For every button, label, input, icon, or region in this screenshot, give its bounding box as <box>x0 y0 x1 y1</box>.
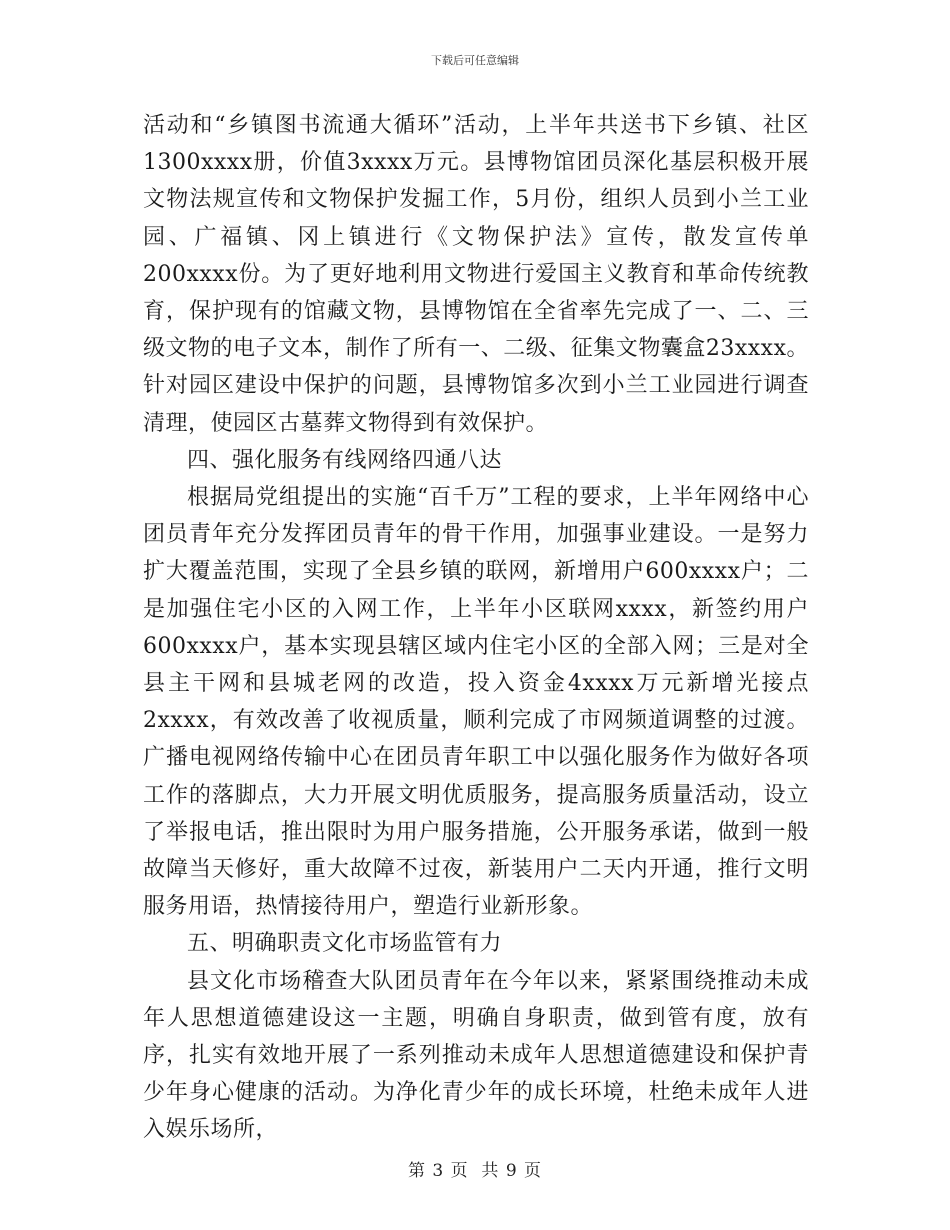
document-body <box>143 107 809 1149</box>
section-heading-market: 五、明确职责文化市场监管有力 <box>187 931 503 957</box>
footer-middle: 页 共 <box>450 1161 500 1181</box>
footer-total-pages: 9 <box>505 1161 518 1181</box>
paragraph-museum-activities: 活动和“乡镇图书流通大循环”活动，上半年共送书下乡镇、社区1300xxxx册，价值3xxxx万元。县博物馆团员深化基层积极开展文物法规宣传和文物保护发掘工作，5月份，组织人员到小兰工业园、广福镇、冈上镇进行《文物保护法》宣传，散发宣传单200xxxx份。为了更好地利用文物进行爱国主义教育和革命传统教育，保护现有的馆藏文物，县博物馆在全省率先完成了一、二、三级文物的电子文本，制作了所有一、二级、征集文物囊盒23xxxx。针对园区建设中保护的问题，县博物馆多次到小兰工业园进行调查清理，使园区古墓葬文物得到有效保护。 <box>143 113 810 436</box>
footer-prefix: 第 <box>407 1161 426 1181</box>
footer-suffix: 页 <box>524 1161 543 1181</box>
section-heading-network: 四、强化服务有线网络四通八达 <box>187 447 503 473</box>
paragraph-market-supervision: 县文化市场稽查大队团员青年在今年以来，紧紧围绕推动未成年人思想道德建设这一主题，明确自身职责，做到管有度，放有序，扎实有效地开展了一系列推动未成年人思想道德建设和保护青少年身心健康的活动。为净化青少年的成长环境，杜绝未成年人进入娱乐场所， <box>143 968 809 1143</box>
page-footer <box>0 1156 950 1181</box>
paragraph-network-service: 根据局党组提出的实施“百千万”工程的要求，上半年网络中心团员青年充分发挥团员青年的骨干作用，加强事业建设。一是努力扩大覆盖范围，实现了全县乡镇的联网，新增用户600xxxx户；二是加强住宅小区的入网工作，上半年小区联网xxxx，新签约用户600xxxx户，基本实现县辖区域内住宅小区的全部入网；三是对全县主干网和县城老网的改造，投入资金4xxxx万元新增光接点2xxxx，有效改善了收视质量，顺利完成了市网频道调整的过渡。广播电视网络传输中心在团员青年职工中以强化服务作为做好各项工作的落脚点，大力开展文明优质服务，提高服务质量活动，设立了举报电话，推出限时为用户服务措施，公开服务承诺，做到一般故障当天修好，重大故障不过夜，新装用户二天内开通，推行文明服务用语，热情接待用户，塑造行业新形象。 <box>143 485 809 920</box>
footer-current-page: 3 <box>432 1161 445 1181</box>
page-header: 下载后可任意编辑 <box>431 54 519 67</box>
